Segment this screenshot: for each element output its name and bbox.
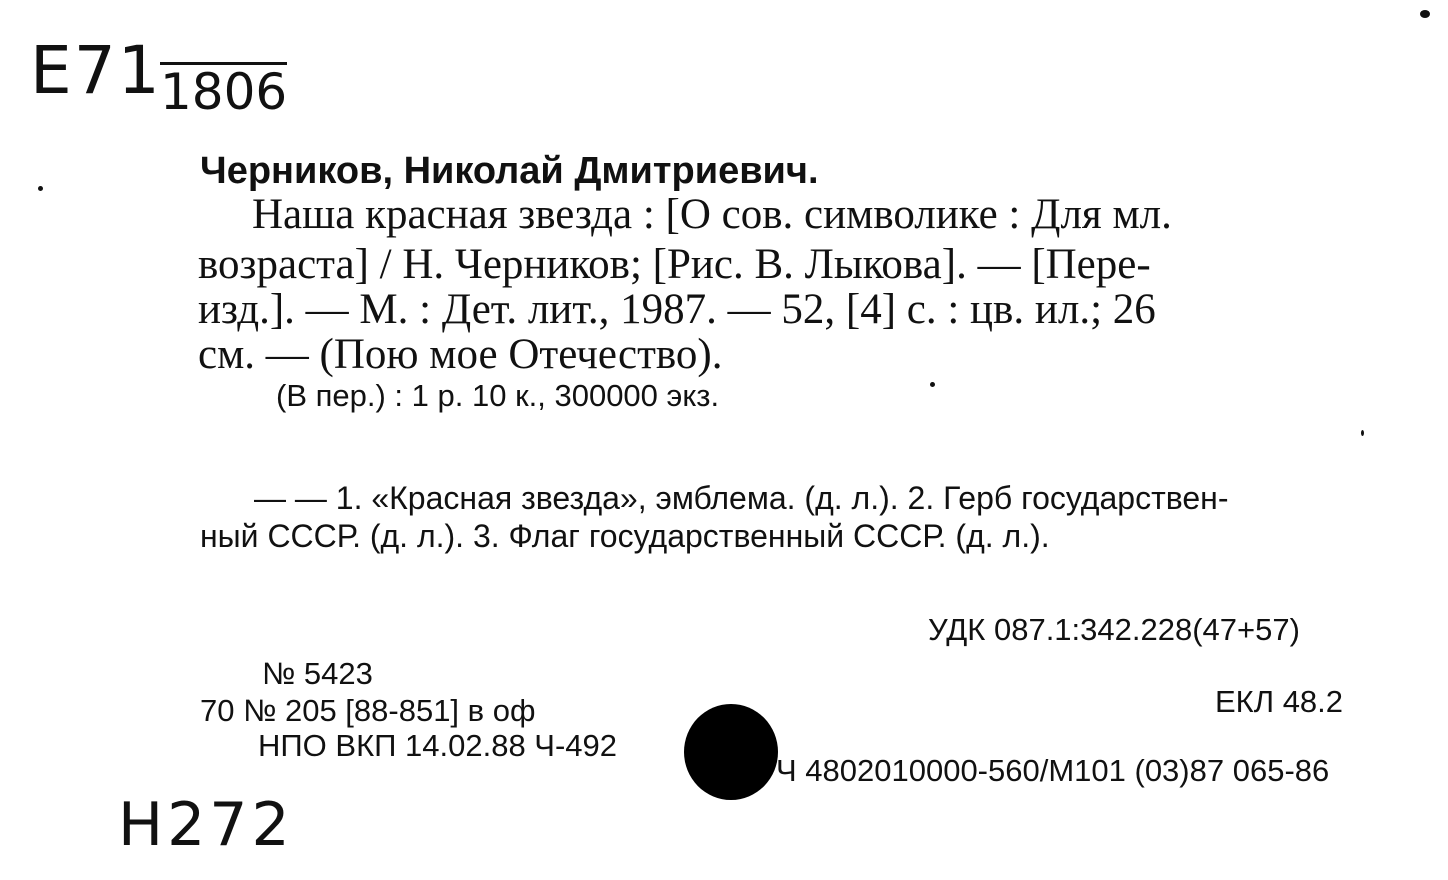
description-line-2: возраста] / Н. Черников; [Рис. В. Лыкова]. — [Пере-: [198, 241, 1151, 288]
author-heading: Черников, Николай Дмитриевич.: [200, 150, 819, 192]
order-line-3: НПО ВКП 14.02.88 Ч-492: [258, 728, 618, 763]
description-line-1: Наша красная звезда : [О сов. символике : Для мл.: [252, 191, 1172, 238]
ink-speck: [38, 186, 43, 191]
author-sign: Н272: [118, 790, 294, 860]
ekl-code: ЕКЛ 48.2: [1215, 684, 1344, 719]
description-line-4: см. — (Пою мое Отечество).: [198, 331, 723, 378]
isbn-code: Ч 4802010000-560/М101 (03)87 065-86: [776, 753, 1330, 788]
price-line: (В пер.) : 1 р. 10 к., 300000 экз.: [276, 378, 720, 413]
subject-line-2: ный СССР. (д. л.). 3. Флаг государственный СССР. (д. л.).: [200, 518, 1050, 554]
udk-code: УДК 087.1:342.228(47+57): [928, 612, 1300, 647]
ink-speck: [1420, 10, 1430, 18]
shelf-class-mark: Е71: [30, 32, 162, 109]
ink-speck: [930, 382, 935, 387]
order-line-1: № 5423: [262, 656, 373, 691]
shelf-number: 1806: [160, 63, 288, 121]
punch-hole: [684, 704, 778, 800]
ink-speck: [1361, 430, 1364, 436]
subject-line-1: — — 1. «Красная звезда», эмблема. (д. л.). 2. Герб государствен-: [254, 480, 1229, 516]
order-line-2: 70 № 205 [88-851] в оф: [200, 693, 536, 728]
description-line-3: изд.]. — М. : Дет. лит., 1987. — 52, [4] с. : цв. ил.; 26: [198, 286, 1156, 333]
